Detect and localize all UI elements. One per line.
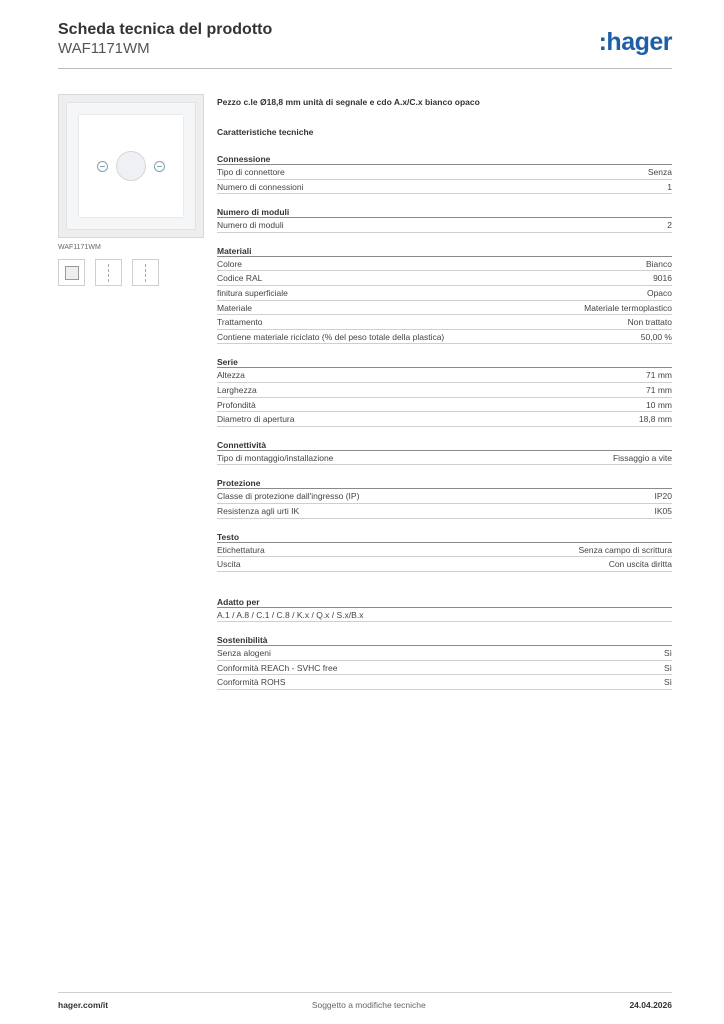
plate-frame xyxy=(66,102,196,230)
hager-logo: :hager xyxy=(598,28,672,56)
spec-value: IP20 xyxy=(654,491,672,502)
page-footer xyxy=(58,992,672,1016)
spec-row xyxy=(217,557,672,572)
spec-value: Sì xyxy=(663,662,672,673)
footer-date: 24.04.2026 xyxy=(629,999,672,1010)
spec-label: finitura superficiale xyxy=(217,287,288,298)
side-view-icon xyxy=(145,264,147,282)
spec-row xyxy=(217,661,672,676)
side-view-icon xyxy=(108,264,110,282)
spec-label: Etichettatura xyxy=(217,544,265,555)
spec-value: 10 mm xyxy=(646,399,672,410)
section-title: Connessione xyxy=(217,153,672,165)
front-view-icon xyxy=(65,266,79,280)
spec-label: Conformità REACh - SVHC free xyxy=(217,662,338,673)
spec-value: 9016 xyxy=(653,273,672,284)
spec-value: Non trattato xyxy=(627,317,672,328)
spec-value: Fissaggio a vite xyxy=(612,452,672,463)
spec-label: Uscita xyxy=(217,559,241,570)
spec-label: Numero di connessioni xyxy=(217,181,304,192)
spec-label: Senza alogeni xyxy=(217,648,271,659)
spec-row xyxy=(217,412,672,427)
spec-label: Resistenza agli urti IK xyxy=(217,505,300,516)
spec-row xyxy=(217,398,672,413)
spec-value: Sì xyxy=(663,677,672,688)
thumbnail-front[interactable] xyxy=(58,259,85,286)
product-code: WAF1171WM xyxy=(58,40,150,57)
spec-row xyxy=(217,218,672,233)
spec-label: Trattamento xyxy=(217,317,263,328)
section-title: Serie xyxy=(217,356,672,368)
spec-label: Diametro di apertura xyxy=(217,414,295,425)
spec-value: 71 mm xyxy=(646,370,672,381)
spec-value: Materiale termoplastico xyxy=(584,302,672,313)
spec-value: 50,00 % xyxy=(640,331,672,342)
product-image[interactable] xyxy=(58,94,204,238)
product-description: Pezzo c.le Ø18,8 mm unità di segnale e cdo A.x/C.x bianco opaco xyxy=(217,97,480,107)
spec-label: Conformità ROHS xyxy=(217,677,286,688)
spec-row xyxy=(217,646,672,661)
section-title: Testo xyxy=(217,531,672,543)
thumbnail-strip xyxy=(58,259,204,286)
section-title: Adatto per xyxy=(217,596,672,608)
spec-label: Tipo di connettore xyxy=(217,167,285,177)
spec-label: Altezza xyxy=(217,370,245,381)
spec-label: Tipo di montaggio/installazione xyxy=(217,452,334,463)
product-media xyxy=(58,94,204,286)
thumbnail-side-2[interactable] xyxy=(132,259,159,286)
cover-plate xyxy=(79,115,183,217)
image-caption: WAF1171WM xyxy=(58,244,101,251)
spec-row xyxy=(217,165,672,180)
footer-note: Soggetto a modifiche tecniche xyxy=(311,999,426,1010)
section-connettivita xyxy=(217,439,672,466)
spec-value: Senza campo di scrittura xyxy=(578,544,672,555)
section-protezione xyxy=(217,477,672,518)
section-testo xyxy=(217,531,672,572)
spec-value: Senza xyxy=(647,167,672,177)
spec-label: Codice RAL xyxy=(217,273,263,284)
thumbnail-side[interactable] xyxy=(95,259,122,286)
spec-label: Materiale xyxy=(217,302,252,313)
spec-label: Numero di moduli xyxy=(217,220,284,231)
spec-label: Colore xyxy=(217,258,243,269)
footer-website[interactable]: hager.com/it xyxy=(58,999,109,1010)
section-sostenibilita xyxy=(217,634,672,690)
section-materiali xyxy=(217,245,672,345)
section-title: Numero di moduli xyxy=(217,206,672,218)
spec-row xyxy=(217,451,672,466)
section-title: Connettività xyxy=(217,439,672,451)
spec-row xyxy=(217,675,672,690)
section-title: Protezione xyxy=(217,477,672,489)
section-title: Sostenibilità xyxy=(217,634,672,646)
spec-value: Opaco xyxy=(646,287,672,298)
page-header xyxy=(58,20,672,69)
section-connessione xyxy=(217,153,672,194)
center-hole xyxy=(116,151,146,181)
section-title: Materiali xyxy=(217,245,672,257)
screw-icon xyxy=(154,161,165,172)
spec-value: Sì xyxy=(663,648,672,659)
spec-row xyxy=(217,368,672,383)
spec-value: Bianco xyxy=(646,258,672,269)
tech-heading: Caratteristiche tecniche xyxy=(217,127,314,137)
spec-row xyxy=(217,271,672,286)
spec-row xyxy=(217,330,672,345)
spec-label: A.1 / A.8 / C.1 / C.8 / K.x / Q.x / S.x/B.x xyxy=(217,609,364,620)
section-serie xyxy=(217,356,672,426)
spec-value: IK05 xyxy=(654,505,672,516)
spec-label: Contiene materiale riciclato (% del peso totale della plastica) xyxy=(217,331,445,342)
spec-row xyxy=(217,489,672,504)
screw-icon xyxy=(97,161,108,172)
spec-row xyxy=(217,180,672,195)
spec-value: 71 mm xyxy=(646,384,672,395)
spec-row xyxy=(217,286,672,301)
spec-label: Larghezza xyxy=(217,384,257,395)
spec-label: Classe di protezione dall'ingresso (IP) xyxy=(217,491,360,502)
spec-value: 2 xyxy=(667,220,672,231)
spec-value: Con uscita diritta xyxy=(608,559,672,570)
spec-row xyxy=(217,383,672,398)
spec-row xyxy=(217,315,672,330)
spec-row xyxy=(217,543,672,558)
spec-row xyxy=(217,257,672,272)
spec-label: Profondità xyxy=(217,399,256,410)
spec-row xyxy=(217,504,672,519)
section-adatto xyxy=(217,596,672,623)
spec-row xyxy=(217,608,672,623)
spec-value: 18,8 mm xyxy=(638,414,672,425)
document-title: Scheda tecnica del prodotto xyxy=(58,21,273,38)
section-moduli xyxy=(217,206,672,233)
spec-row xyxy=(217,301,672,316)
spec-column xyxy=(217,96,672,690)
spec-value: 1 xyxy=(667,181,672,192)
